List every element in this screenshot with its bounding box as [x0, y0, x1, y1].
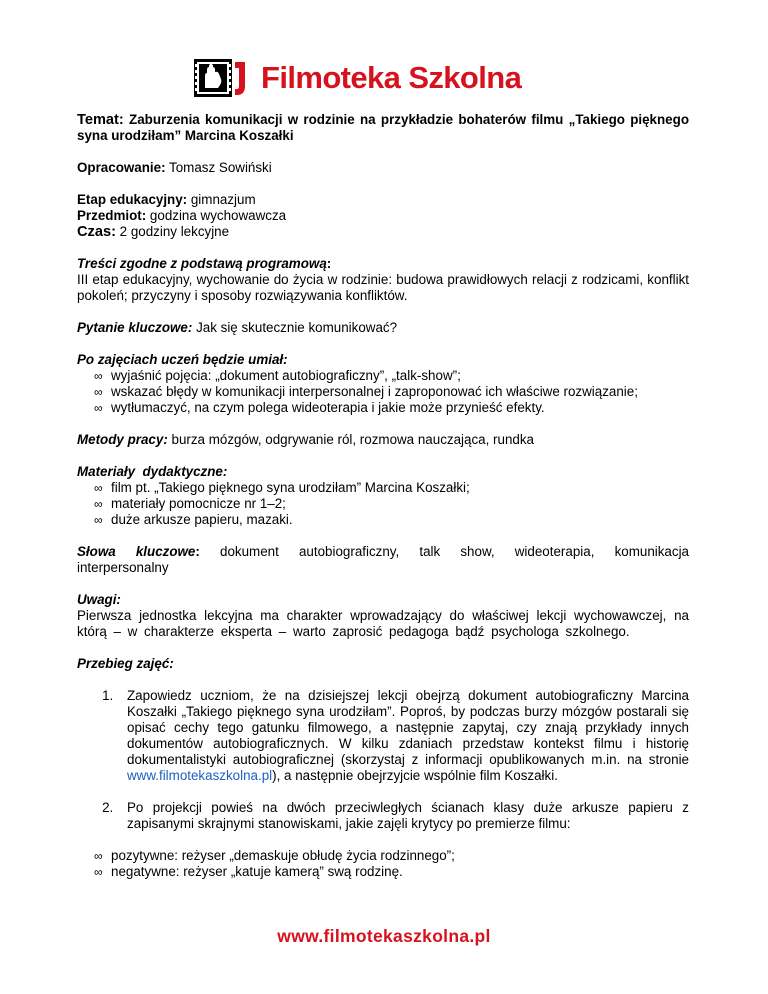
curriculum-text: III etap edukacyjny, wychowanie do życia w rodzinie: budowa prawidłowych relacji z rodzicami, konflikt pokoleń; przyczyny i sposoby rozwiązywania konfliktów. — [77, 272, 689, 303]
stage — [77, 192, 689, 208]
author-label: Opracowanie: — [77, 160, 166, 175]
list-item: ∞ wskazać błędy w komunikacji interpersonalnej i zaproponować ich właściwe rozwiązanie; — [94, 384, 689, 400]
stage-value: gimnazjum — [187, 192, 256, 207]
author — [77, 160, 689, 176]
filmoteka-link[interactable]: www.filmotekaszkolna.pl — [127, 768, 273, 783]
brand-name: Filmoteka Szkolna — [261, 60, 522, 95]
brand-logo — [193, 56, 521, 100]
curriculum-colon: : — [326, 256, 332, 271]
list-item: ∞ negatywne: reżyser „katuje kamerą” swą rodzinę. — [94, 864, 689, 880]
duration-value: 2 godziny lekcyjne — [115, 224, 230, 239]
methods-label: Metody pracy: — [77, 432, 168, 447]
list-item: ∞ wyjaśnić pojęcia: „dokument autobiograficzny”, „talk-show”; — [94, 368, 689, 384]
curriculum — [77, 256, 689, 304]
stage-label: Etap edukacyjny: — [77, 192, 188, 207]
topic-text: Zaburzenia komunikacji w rodzinie na przykładzie bohaterów filmu „Takiego pięknego syna urodziłam” Marcina Koszałki — [77, 112, 689, 143]
topic-label: Temat: — [77, 112, 124, 128]
objectives-label: Po zajęciach uczeń będzie umiał: — [77, 352, 288, 367]
steps-list — [77, 688, 689, 832]
keywords-value: dokument autobiograficzny, talk show, wideoterapia, komunikacja interpersonalny — [77, 544, 689, 575]
subject-label: Przedmiot: — [77, 208, 147, 223]
key-question-label: Pytanie kluczowe: — [77, 320, 193, 335]
list-item — [117, 688, 689, 784]
topic — [77, 112, 689, 144]
duration-label: Czas: — [77, 224, 116, 240]
keywords-colon: : — [195, 544, 200, 559]
step-1-text-end: ), a następnie obejrzyjcie wspólnie film Koszałki. — [272, 768, 558, 783]
objectives — [77, 352, 689, 416]
subject — [77, 208, 689, 224]
list-item: ∞ duże arkusze papieru, mazaki. — [94, 512, 689, 528]
step-1-text: Zapowiedz uczniom, że na dzisiejszej lekcji obejrzą dokument autobiograficzny Marcina Koszałki „Takiego pięknego syna urodziłam”. Poproś, by podczas burzy mózgów postarali się opisać cechy tego gatunku filmowego, a następnie zapytaj, czy znają przykłady innych dokumentów autobiograficznych. W kilku zdaniach przedstaw kontekst filmu i historię dokumentalistyki autobiograficznej (skorzystaj z informacji opublikowanych m.in. na stronie — [127, 688, 689, 767]
materials-list — [77, 480, 689, 528]
keywords-label: Słowa kluczowe — [77, 544, 196, 559]
footer-url[interactable]: www.filmotekaszkolna.pl — [277, 926, 491, 946]
author-value: Tomasz Sowiński — [165, 160, 272, 175]
stances-list — [77, 848, 689, 880]
lesson-meta — [77, 192, 689, 240]
materials-label: Materiały dydaktyczne: — [77, 464, 228, 479]
steps-label: Przebieg zajęć: — [77, 656, 174, 671]
notes — [77, 592, 689, 640]
materials — [77, 464, 689, 528]
key-question — [77, 320, 689, 336]
notes-label: Uwagi: — [77, 592, 121, 607]
curriculum-label: Treści zgodne z podstawą programową — [77, 256, 327, 271]
list-item: 2. Po projekcji powieś na dwóch przeciwległych ścianach klasy duże arkusze papieru z zapisanymi skrajnymi stanowiskami, jakie zajęli krytycy po premierze filmu: — [117, 800, 689, 832]
list-item: ∞ film pt. „Takiego pięknego syna urodziłam” Marcina Koszałki; — [94, 480, 689, 496]
methods — [77, 432, 689, 448]
duration — [77, 224, 689, 240]
methods-value: burza mózgów, odgrywanie ról, rozmowa nauczająca, rundka — [167, 432, 534, 447]
lesson-plan — [77, 112, 689, 880]
list-item: ∞ materiały pomocnicze nr 1–2; — [94, 496, 689, 512]
subject-value: godzina wychowawcza — [146, 208, 287, 223]
keywords — [77, 544, 689, 576]
key-question-value: Jak się skutecznie komunikować? — [192, 320, 398, 335]
list-item: ∞ pozytywne: reżyser „demaskuje obłudę życia rodzinnego”; — [94, 848, 689, 864]
notes-text: Pierwsza jednostka lekcyjna ma charakter wprowadzający do właściwej lekcji wychowawczej, na którą – w charakterze eksperta – warto zaprosić pedagoga bądź psychologa szkolnego. — [77, 608, 689, 639]
film-hand-icon — [193, 58, 259, 98]
list-item: ∞ wytłumaczyć, na czym polega wideoterapia i jakie może przynieść efekty. — [94, 400, 689, 416]
objectives-list — [77, 368, 689, 416]
lesson-steps — [77, 656, 689, 880]
